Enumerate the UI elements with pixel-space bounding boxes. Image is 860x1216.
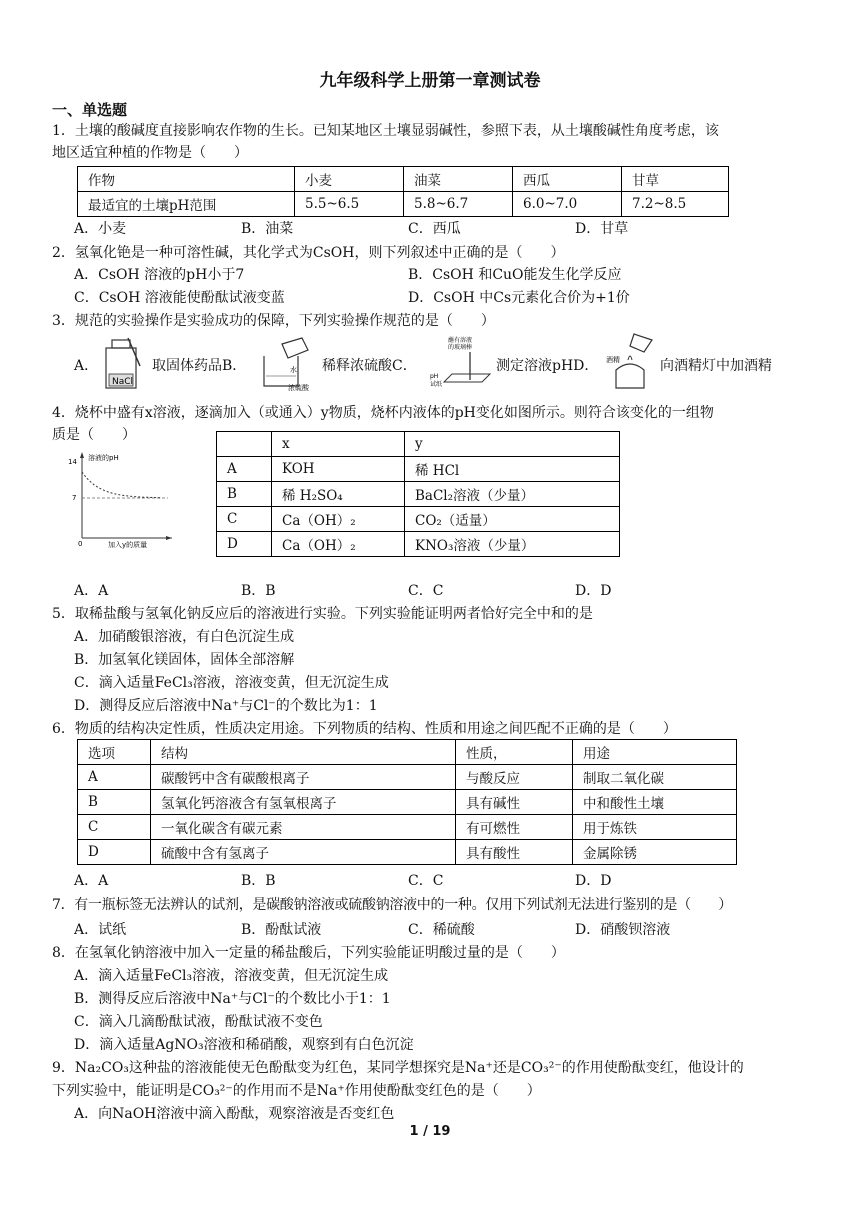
q3-image-dilute-acid <box>258 336 320 392</box>
table-cell: 稀 HCl <box>405 457 620 482</box>
table-cell: 5.8~6.7 <box>404 192 513 217</box>
table-cell: 氢氧化钙溶液含有氢氧根离子 <box>151 790 456 815</box>
ph-curve <box>82 472 162 498</box>
table-cell: 制取二氧化碳 <box>573 765 737 790</box>
q3-stem: 3．规范的实验操作是实验成功的保障，下列实验操作规范的是（ ） <box>52 313 495 329</box>
q9-option-a[interactable]: A．向NaOH溶液中滴入酚酞，观察溶液是否变红色 <box>74 1106 395 1122</box>
table-cell: 一氧化碳含有碳元素 <box>151 815 456 840</box>
table-cell: 小麦 <box>295 167 404 192</box>
q2-option-d[interactable]: D．CsOH 中Cs元素化合价为+1价 <box>408 290 630 306</box>
table-cell: x <box>272 432 405 457</box>
q3-image-solid-reagent <box>100 336 144 392</box>
q5-option-c[interactable]: C．滴入适量FeCl₃溶液，溶液变黄，但无沉淀生成 <box>74 675 389 691</box>
graph-ylabel: 溶液的pH <box>88 454 119 462</box>
table-cell: C <box>217 507 272 532</box>
table-cell: 硫酸中含有氢离子 <box>151 840 456 865</box>
q3-image-c-rod2: 的玻璃棒 <box>448 344 473 351</box>
q3-image-a-label: NaCl <box>112 377 134 387</box>
q2-stem: 2．氢氧化铯是一种可溶性碱，其化学式为CsOH，则下列叙述中正确的是（ ） <box>52 245 565 261</box>
q3-option-d-text[interactable]: 向酒精灯中加酒精 <box>660 358 772 374</box>
q8-option-b[interactable]: B．测得反应后溶液中Na⁺与Cl⁻的个数比小于1：1 <box>74 991 391 1007</box>
table-cell: 选项 <box>78 740 151 765</box>
table-cell: y <box>405 432 620 457</box>
table-cell: 用途 <box>573 740 737 765</box>
table-row <box>217 532 620 557</box>
graph-y7: 7 <box>72 494 77 502</box>
q5-stem: 5．取稀盐酸与氢氧化钠反应后的溶液进行实验。下列实验能证明两者恰好完全中和的是 <box>52 606 593 622</box>
q2-option-a[interactable]: A．CsOH 溶液的pH小于7 <box>74 267 245 283</box>
q4-option-b[interactable]: B．B <box>241 583 276 599</box>
q1-option-b[interactable]: B．油菜 <box>241 221 294 237</box>
table-cell: 7.2~8.5 <box>622 192 729 217</box>
q4-stem-line1: 4．烧杯中盛有x溶液，逐滴加入（或通入）y物质，烧杯内液体的pH变化如图所示。则符合该变化的一组物 <box>52 405 714 421</box>
q1-stem-line1: 1．土壤的酸碱度直接影响农作物的生长。已知某地区土壤显弱碱性，参照下表，从土壤酸碱性角度考虑，该 <box>52 123 719 139</box>
q4-option-c[interactable]: C．C <box>408 583 444 599</box>
q1-option-a[interactable]: A．小麦 <box>74 221 127 237</box>
q3-image-ph-test <box>430 334 496 392</box>
q5-option-b[interactable]: B．加氢氧化镁固体，固体全部溶解 <box>74 652 295 668</box>
q6-option-a[interactable]: A．A <box>74 873 109 889</box>
q1-table <box>77 166 729 217</box>
q7-option-a[interactable]: A．试纸 <box>74 922 127 938</box>
q6-option-b[interactable]: B．B <box>241 873 276 889</box>
table-cell: 最适宜的土壤pH范围 <box>78 192 295 217</box>
table-row <box>78 815 737 840</box>
table-cell: B <box>217 482 272 507</box>
table-cell: Ca（OH）₂ <box>272 532 405 557</box>
q8-stem: 8．在氢氧化钠溶液中加入一定量的稀盐酸后，下列实验能证明酸过量的是（ ） <box>52 945 565 961</box>
q7-option-c[interactable]: C．稀硫酸 <box>408 922 475 938</box>
q7-option-b[interactable]: B．酚酞试液 <box>241 922 322 938</box>
q8-option-a[interactable]: A．滴入适量FeCl₃溶液，溶液变黄，但无沉淀生成 <box>74 968 389 984</box>
q3-image-c-ph: pH <box>430 373 439 380</box>
q3-image-d-label: 酒精 <box>606 356 620 364</box>
q6-option-c[interactable]: C．C <box>408 873 444 889</box>
table-cell: 结构 <box>151 740 456 765</box>
graph-xlabel: 加入y的质量 <box>108 541 148 549</box>
section-heading: 一、单选题 <box>52 101 128 119</box>
q3-option-b-label[interactable]: 取固体药品B． <box>152 358 247 374</box>
q3-option-c-label[interactable]: 稀释浓硫酸C． <box>322 358 417 374</box>
q3-image-c-paper: 试纸 <box>430 381 443 388</box>
q4-option-a[interactable]: A．A <box>74 583 109 599</box>
table-cell: 与酸反应 <box>456 765 573 790</box>
table-row <box>78 192 729 217</box>
q3-option-d-label[interactable]: 测定溶液pHD． <box>496 358 599 374</box>
table-cell: 作物 <box>78 167 295 192</box>
table-cell: 6.0~7.0 <box>513 192 622 217</box>
q3-image-alcohol-lamp <box>604 330 658 394</box>
table-cell: 甘草 <box>622 167 729 192</box>
q8-option-c[interactable]: C．滴入几滴酚酞试液，酚酞试液不变色 <box>74 1014 323 1030</box>
table-row <box>78 790 737 815</box>
q3-image-b-acid: 浓硫酸 <box>288 384 309 392</box>
table-cell: 金属除锈 <box>573 840 737 865</box>
table-row <box>78 167 729 192</box>
q4-table <box>216 431 620 557</box>
page-number: 1 / 19 <box>409 1124 451 1139</box>
table-row <box>217 432 620 457</box>
table-cell: C <box>78 815 151 840</box>
q4-stem-line2: 质是（ ） <box>52 427 136 443</box>
table-row <box>217 457 620 482</box>
table-cell: 稀 H₂SO₄ <box>272 482 405 507</box>
table-cell: 具有碱性 <box>456 790 573 815</box>
q8-option-d[interactable]: D．滴入适量AgNO₃溶液和稀硝酸，观察到有白色沉淀 <box>74 1037 414 1053</box>
table-cell: KNO₃溶液（少量） <box>405 532 620 557</box>
table-cell: KOH <box>272 457 405 482</box>
q6-stem: 6．物质的结构决定性质，性质决定用途。下列物质的结构、性质和用途之间匹配不正确的是（ ） <box>52 721 677 737</box>
table-row <box>217 507 620 532</box>
table-cell: 中和酸性土壤 <box>573 790 737 815</box>
table-row <box>78 840 737 865</box>
table-cell <box>217 432 272 457</box>
q1-option-d[interactable]: D．甘草 <box>575 221 629 237</box>
graph-y14: 14 <box>68 458 77 466</box>
table-cell: 性质， <box>456 740 573 765</box>
q1-option-c[interactable]: C．西瓜 <box>408 221 461 237</box>
table-cell: 用于炼铁 <box>573 815 737 840</box>
page-title: 九年级科学上册第一章测试卷 <box>319 71 541 91</box>
q3-image-b-water: 水 <box>290 366 297 374</box>
graph-origin: 0 <box>78 540 83 548</box>
table-cell: 西瓜 <box>513 167 622 192</box>
q6-table <box>77 739 737 865</box>
q9-stem-line2: 下列实验中，能证明是CO₃²⁻的作用而不是Na⁺作用使酚酞变红色的是（ ） <box>52 1083 541 1099</box>
q1-stem-line2: 地区适宜种植的作物是（ ） <box>52 145 248 161</box>
table-cell: 5.5~6.5 <box>295 192 404 217</box>
q3-option-a-label[interactable]: A． <box>74 358 99 374</box>
table-cell: B <box>78 790 151 815</box>
table-row <box>78 740 737 765</box>
table-cell: BaCl₂溶液（少量） <box>405 482 620 507</box>
q6-option-d[interactable]: D．D <box>575 873 612 889</box>
q2-option-b[interactable]: B．CsOH 和CuO能发生化学反应 <box>408 267 622 283</box>
table-cell: 有可燃性 <box>456 815 573 840</box>
q4-option-d[interactable]: D．D <box>575 583 612 599</box>
table-row <box>217 482 620 507</box>
q3-image-c-rod1: 蘸有溶液 <box>448 337 473 344</box>
table-cell: D <box>78 840 151 865</box>
table-cell: Ca（OH）₂ <box>272 507 405 532</box>
table-cell: CO₂（适量） <box>405 507 620 532</box>
table-cell: 碳酸钙中含有碳酸根离子 <box>151 765 456 790</box>
q4-ph-graph <box>68 450 174 550</box>
table-cell: D <box>217 532 272 557</box>
q5-option-d[interactable]: D．测得反应后溶液中Na⁺与Cl⁻的个数比为1：1 <box>74 698 378 714</box>
q7-stem: 7．有一瓶标签无法辨认的试剂，是碳酸钠溶液或硫酸钠溶液中的一种。仅用下列试剂无法进行鉴别的是（ ） <box>52 897 732 913</box>
table-cell: 具有酸性 <box>456 840 573 865</box>
table-cell: A <box>78 765 151 790</box>
q2-option-c[interactable]: C．CsOH 溶液能使酚酞试液变蓝 <box>74 290 285 306</box>
q5-option-a[interactable]: A．加硝酸银溶液，有白色沉淀生成 <box>74 629 295 645</box>
table-row <box>78 765 737 790</box>
q7-option-d[interactable]: D．硝酸钡溶液 <box>575 922 671 938</box>
table-cell: A <box>217 457 272 482</box>
table-cell: 油菜 <box>404 167 513 192</box>
q9-stem-line1: 9．Na₂CO₃这种盐的溶液能使无色酚酞变为红色，某同学想探究是Na⁺还是CO₃²⁻的作用使酚酞变红，他设计的 <box>52 1060 744 1076</box>
